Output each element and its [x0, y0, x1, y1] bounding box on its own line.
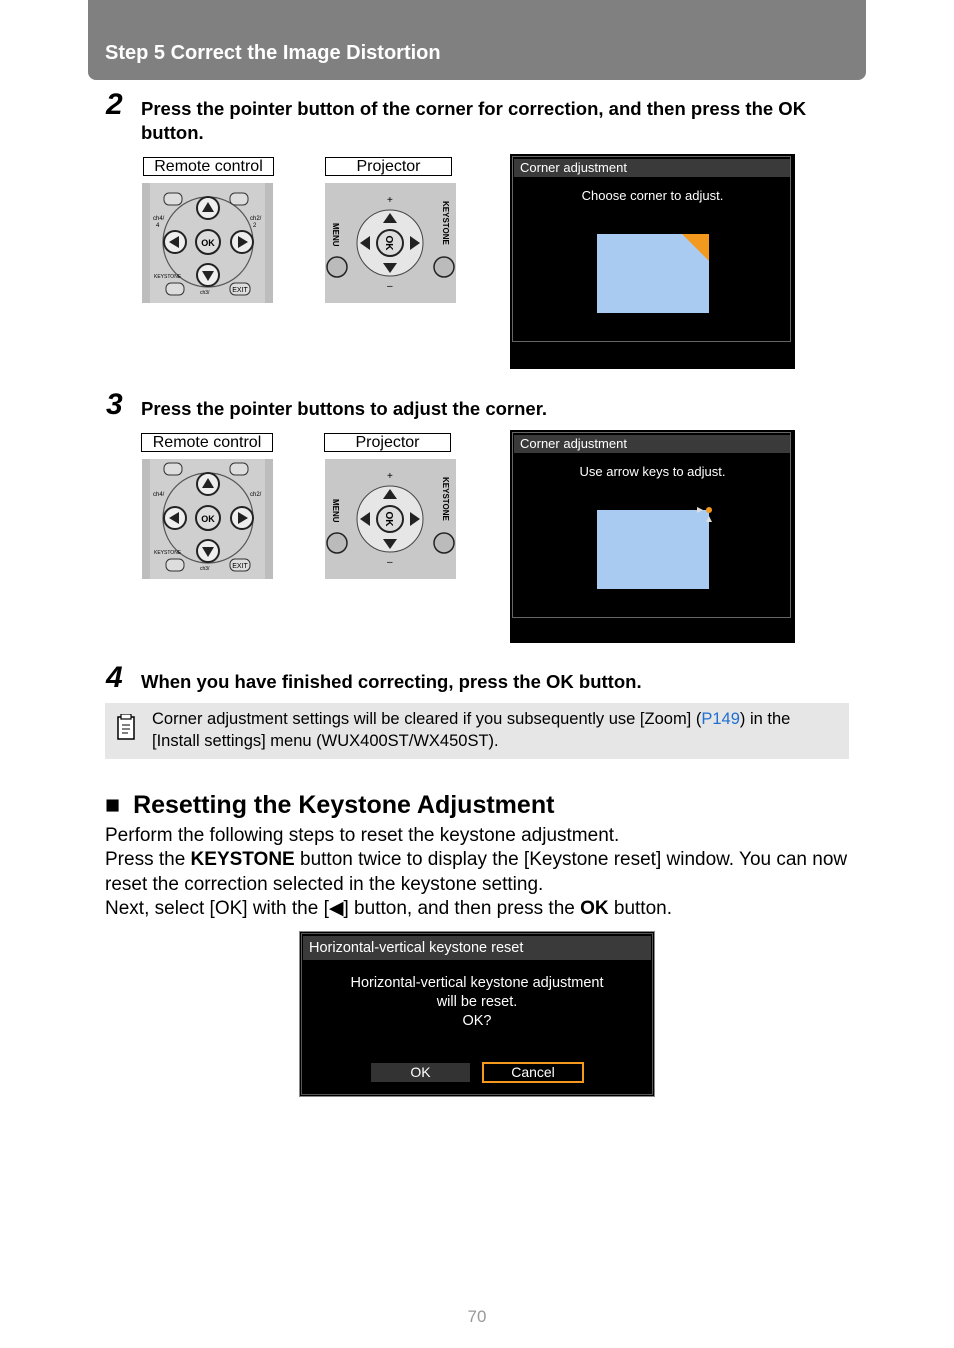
remote-control-photo [142, 459, 273, 579]
svg-text:ch2/: ch2/ [250, 492, 262, 498]
keystone-keyword: KEYSTONE [190, 849, 295, 871]
svg-text:–: – [387, 281, 393, 292]
remote-control-photo [142, 183, 273, 303]
dialog-title: Horizontal-vertical keystone reset [303, 936, 651, 960]
corner-adjustment-screen [510, 430, 795, 643]
svg-text:MENU: MENU [331, 499, 340, 523]
paragraph [105, 897, 855, 921]
svg-text:ch3/: ch3/ [200, 290, 210, 296]
text-run: ] button, and then press the [343, 897, 581, 919]
screen-message: Choose corner to adjust. [581, 188, 724, 203]
step-text: Press the pointer buttons to adjust the corner. [141, 398, 548, 419]
ok-button[interactable]: OK [371, 1063, 470, 1082]
dialog-line: OK? [462, 1013, 492, 1029]
corner-arrows-icon [690, 502, 716, 526]
svg-text:OK: OK [201, 514, 215, 524]
step-number: 3 [106, 388, 123, 421]
step-text: Press the pointer button of the corner for correction, and then press the OK button. [141, 98, 807, 143]
left-arrow-icon: ◀ [328, 897, 344, 919]
paragraph [105, 848, 855, 897]
projector-panel-photo [325, 459, 456, 579]
corner-adjustment-screen [510, 154, 795, 369]
remote-control-label: Remote control [143, 157, 274, 176]
screen-title: Corner adjustment [514, 435, 791, 453]
remote-control-label: Remote control [141, 433, 273, 452]
svg-text:KEYSTONE: KEYSTONE [154, 274, 182, 280]
svg-text:ch2/: ch2/ [250, 216, 262, 222]
page-number: 70 [467, 1307, 487, 1326]
projector-panel-photo [325, 183, 456, 303]
text-run: Press the [105, 849, 191, 871]
svg-text:KEYSTONE: KEYSTONE [154, 550, 182, 556]
step-text: When you have finished correcting, press the OK button. [141, 671, 642, 692]
remote-control-illustration [142, 183, 273, 303]
dialog-line: will be reset. [436, 994, 518, 1010]
svg-text:ch4/: ch4/ [153, 492, 165, 498]
section-title [105, 791, 554, 820]
page-header-title: Step 5 Correct the Image Distortion [105, 42, 441, 64]
dialog-line: Horizontal-vertical keystone adjustment [350, 975, 604, 991]
svg-text:2: 2 [253, 223, 257, 229]
note-text-part: Corner adjustment settings will be cleared if you subsequently use [Zoom] ( [152, 710, 702, 728]
screen-title: Corner adjustment [514, 159, 791, 177]
dialog-message [300, 974, 654, 1031]
svg-text:EXIT: EXIT [232, 563, 248, 570]
text-run: button. [608, 897, 672, 919]
svg-text:4: 4 [156, 223, 160, 229]
page-header-bar [88, 0, 866, 80]
keystone-reset-dialog [299, 931, 655, 1097]
projector-panel-illustration [325, 183, 456, 303]
memo-icon [116, 714, 138, 742]
corner-marker-icon [682, 234, 709, 261]
svg-text:–: – [387, 557, 393, 568]
projector-panel-illustration [325, 459, 456, 579]
step-number: 4 [106, 661, 123, 694]
svg-text:OK: OK [383, 511, 394, 527]
svg-text:OK: OK [201, 238, 215, 248]
section-title-text: Resetting the Keystone Adjustment [133, 791, 555, 819]
svg-text:ch4/: ch4/ [153, 216, 165, 222]
note-text-part: ) in the [Install settings] menu (WUX400ST/WX450ST). [152, 710, 791, 750]
remote-control-illustration [142, 459, 273, 579]
ok-keyword: OK [580, 897, 609, 919]
svg-text:OK: OK [383, 235, 394, 251]
cancel-button[interactable]: Cancel [482, 1062, 584, 1083]
section-marker: ■ [105, 791, 121, 819]
projector-label: Projector [324, 433, 451, 452]
section-body [105, 824, 855, 921]
screen-message: Use arrow keys to adjust. [579, 464, 726, 479]
projector-label: Projector [325, 157, 452, 176]
paragraph: Perform the following steps to reset the keystone adjustment. [105, 825, 620, 846]
svg-text:EXIT: EXIT [232, 287, 248, 294]
svg-text:+: + [387, 195, 393, 206]
svg-text:KEYSTONE: KEYSTONE [441, 477, 450, 521]
svg-text:KEYSTONE: KEYSTONE [441, 201, 450, 245]
svg-text:ch3/: ch3/ [200, 566, 210, 572]
text-run: Next, select [OK] with the [ [105, 897, 329, 919]
step-number: 2 [106, 88, 123, 121]
text-run: button twice to display the [Keystone reset] window. You can now reset the correction selected in the keystone setting. [105, 849, 848, 895]
svg-text:MENU: MENU [331, 223, 340, 247]
page-link[interactable]: P149 [701, 710, 740, 728]
note-text [152, 708, 842, 752]
svg-text:+: + [387, 471, 393, 482]
